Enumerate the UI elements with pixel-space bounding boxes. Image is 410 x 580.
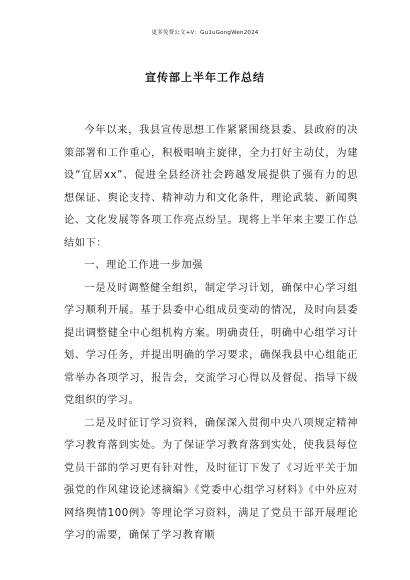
- body-paragraph: 一是及时调整健全组织，制定学习计划，确保中心学习组学习顺利开展。基于县委中心组成员变动的情况，及时向县委提出调整健全中心组机构方案。明确责任，明确中心组学习计划、学习任务，并提出明确的学习要求，确保我县中心组能正常举办各项学习，报告会，交流学习心得以及督促、指导下级党组织的学习。: [64, 282, 358, 406]
- header-watermark: 更多免费公文+V：Gu1uGongWen2024: [151, 30, 259, 36]
- document-title: 宣传部上半年工作总结: [145, 71, 265, 84]
- document-body: [64, 120, 358, 548]
- body-paragraph: 二是及时征订学习资料，确保深入贯彻中央八项规定精神学习教育落到实处。为了保证学习教育落到实处，使我县每位党员干部的学习更有针对性，及时征订下发了《习近平关于加强党的作风建设论述摘编》《党委中心组学习材料》《中外应对网络舆情100例》等理论学习资料，满足了党员干部开展理论学习的需要，确保了学习教育顺: [64, 417, 358, 541]
- section-heading: 一、理论工作进一步加强: [84, 260, 204, 271]
- intro-paragraph: 今年以来，我县宣传思想工作紧紧围绕县委、县政府的决策部署和工作重心，积极唱响主旋律，全力打好主动仗，为建设“宜居xx”、促进全县经济社会跨越发展提供了强有力的思想保证、舆论支持、精神动力和文化条件，理论武装、新闻舆论、文化发展等各项工作亮点纷呈。现将上半年来主要工作总结如下：: [64, 125, 358, 249]
